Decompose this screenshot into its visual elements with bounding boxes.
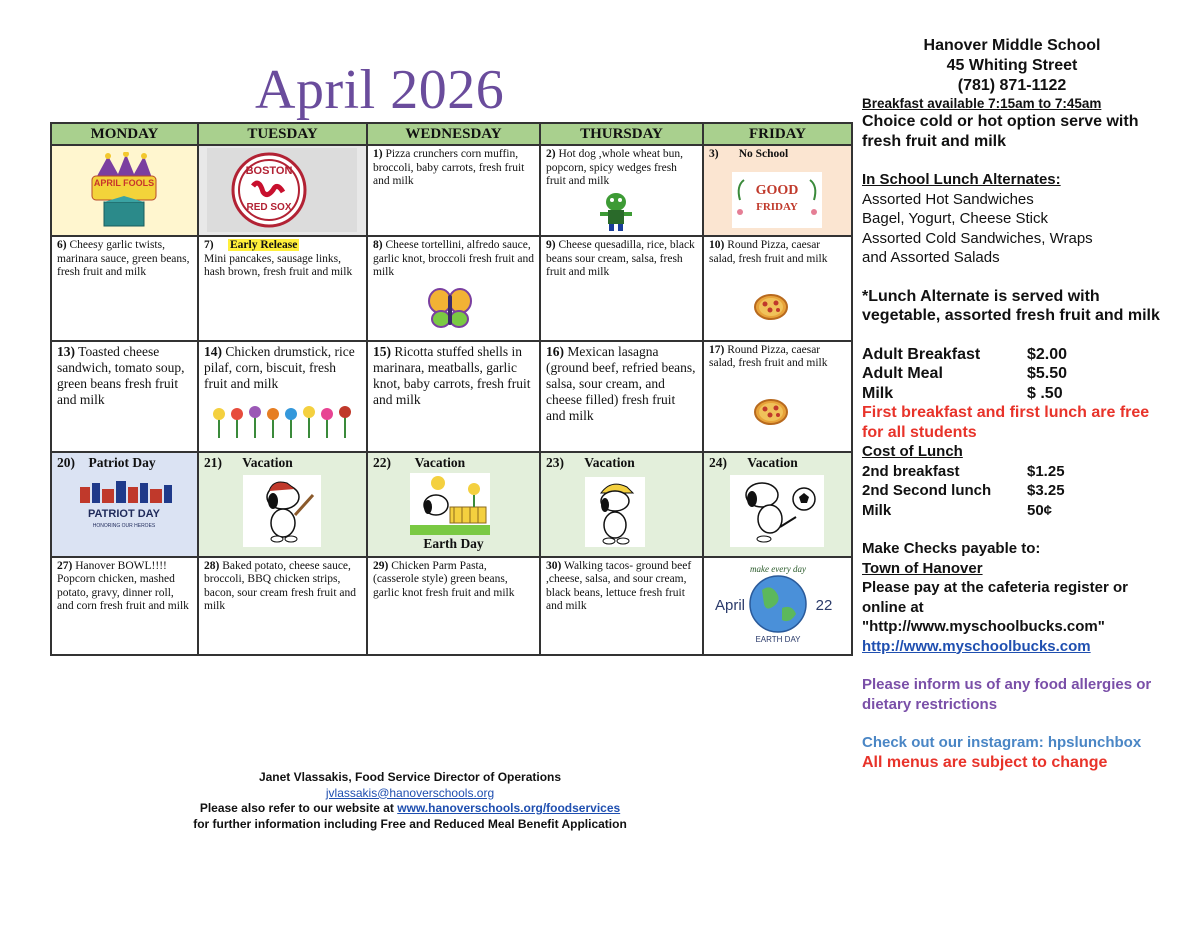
menu-item: 1) Pizza crunchers corn muffin, broccoli, baby carrots, fresh fruit and milk [373, 148, 525, 188]
header-tuesday: TUESDAY [198, 123, 367, 145]
menu-item: 10) Round Pizza, caesar salad, fresh fruit and milk [709, 239, 828, 265]
earth-day-caption: Earth Day [423, 536, 484, 552]
price-second-lunch: 2nd Second lunch $3.25 [862, 482, 1065, 499]
menu-item: 16) Mexican lasagna (ground beef, refried beans, salsa, sour cream, and cheese filled) fresh fruit and milk [546, 343, 696, 423]
alternate-item: and Assorted Salads [862, 249, 1000, 266]
day-cell [540, 452, 703, 556]
instagram-note: Check out our instagram: hpslunchbox [862, 734, 1142, 751]
day-cell [540, 145, 703, 236]
day-label: 20) Patriot Day [57, 455, 156, 471]
day-cell [198, 452, 367, 556]
red-sox-top-text: BOSTON [245, 165, 293, 178]
alternate-item: Bagel, Yogurt, Cheese Stick [862, 210, 1048, 227]
school-phone: (781) 871-1122 [957, 77, 1067, 94]
breakfast-choice: Choice cold or hot option serve with fresh fruit and milk [862, 113, 1139, 150]
day-cell [51, 341, 198, 452]
alternate-item: Assorted Cold Sandwiches, Wraps [862, 229, 1093, 247]
header-friday: FRIDAY [703, 123, 852, 145]
header-thursday: THURSDAY [540, 123, 703, 145]
snoopy-cap-icon [585, 477, 645, 547]
menu-item: 2) Hot dog ,whole wheat bun, popcorn, spicy wedges fresh fruit and milk [546, 148, 684, 188]
payment-instructions: Please pay at the cafeteria register or online at "http://www.myschoolbucks.com" [862, 579, 1128, 635]
april-fools-jester-icon [86, 152, 162, 230]
menu-item: 3) No School [709, 148, 789, 161]
weekday-header-row [51, 123, 852, 145]
page-footer [150, 770, 670, 832]
school-name: Hanover Middle School [923, 37, 1101, 54]
foodservices-website-link[interactable]: www.hanoverschools.org/foodservices [397, 801, 621, 815]
town-of-hanover: Town of Hanover [862, 559, 983, 577]
week-row [51, 236, 852, 340]
day-cell [51, 452, 198, 556]
price-milk: Milk $ .50 [862, 384, 1063, 402]
earth-day-right-text: 22 [815, 596, 833, 614]
menu-item: 28) Baked potato, cheese sauce, broccoli, BBQ chicken strips, bacon, sour cream fresh fruit and milk [204, 559, 356, 613]
day-cell [51, 145, 198, 236]
menu-item: 14) Chicken drumstick, rice pilaf, corn, biscuit, fresh fruit and milk [204, 343, 355, 391]
good-friday-text-1: GOOD [755, 183, 799, 199]
lunch-alternate-note: *Lunch Alternate is served with vegetable, assorted fresh fruit and milk [862, 287, 1160, 324]
day-cell [540, 341, 703, 452]
price-adult-breakfast: Adult Breakfast $2.00 [862, 345, 1068, 363]
red-sox-bottom-text: RED SOX [246, 202, 292, 214]
lunch-alternates-heading: In School Lunch Alternates: [862, 171, 1061, 188]
patriot-day-banner-icon [74, 479, 174, 535]
wally-mascot-icon [596, 190, 636, 232]
day-cell [367, 341, 540, 452]
menu-item: 15) Ricotta stuffed shells in marinara, meatballs, garlic knot, baby carrots, fresh fruit and milk [373, 343, 531, 407]
info-sidebar [862, 36, 1162, 772]
good-friday-icon [732, 172, 822, 228]
week-row [51, 452, 852, 556]
red-sox-logo-icon [207, 148, 357, 232]
pizza-icon [754, 293, 788, 321]
patriot-day-banner-title: PATRIOT DAY [88, 508, 160, 521]
director-email-link[interactable]: jvlassakis@hanoverschools.org [325, 785, 495, 800]
menu-item: 8) Cheese tortellini, alfredo sauce, garlic knot, broccoli fresh fruit and milk [373, 239, 534, 279]
school-street: 45 Whiting Street [946, 57, 1078, 74]
earth-day-bottom-text: EARTH DAY [755, 634, 801, 644]
week-row [51, 145, 852, 236]
menu-item: 7) Early Release Mini pancakes, sausage links, hash brown, fresh fruit and milk [204, 239, 353, 279]
day-label: 24) Vacation [709, 455, 798, 471]
alternate-item: Assorted Hot Sandwiches [862, 190, 1034, 208]
week-row [51, 341, 852, 452]
myschoolbucks-link[interactable]: http://www.myschoolbucks.com [862, 637, 1091, 655]
menu-item: 27) Hanover BOWL!!!! Popcorn chicken, mashed potato, gravy, dinner roll, and corn fresh fruit and milk [57, 559, 189, 613]
director-line: Janet Vlassakis, Food Service Director of Operations [258, 770, 562, 784]
day-cell [367, 236, 540, 340]
day-cell [51, 236, 198, 340]
butterfly-icon [428, 287, 472, 329]
price-milk-2: Milk 50¢ [862, 501, 1053, 519]
benefit-line: for further information including Free and Reduced Meal Benefit Application [193, 816, 627, 831]
day-cell [367, 452, 540, 556]
header-monday: MONDAY [51, 123, 198, 145]
day-cell [198, 341, 367, 452]
day-label: 23) Vacation [546, 455, 635, 471]
menu-item: 6) Cheesy garlic twists, marinara sauce, green beans, fresh fruit and milk [57, 239, 190, 279]
breakfast-hours: Breakfast available 7:15am to 7:45am [862, 96, 1102, 111]
menu-calendar [50, 122, 853, 656]
website-line: Please also refer to our website at www.hanoverschools.org/foodservices [199, 801, 621, 815]
snoopy-soccer-icon [730, 475, 824, 547]
early-release-badge: Early Release [229, 239, 298, 252]
day-cell [703, 236, 852, 340]
snoopy-garden-icon [410, 473, 490, 535]
week-row [51, 557, 852, 655]
day-label: 21) Vacation [204, 455, 293, 471]
day-cell [703, 452, 852, 556]
menu-item: 30) Walking tacos- ground beef ,cheese, salsa, and sour cream, black beans, lettuce fresh fruit and milk [546, 559, 692, 613]
menu-item: 13) Toasted cheese sandwich, tomato soup, green beans fresh fruit and milk [57, 343, 185, 407]
day-cell [367, 145, 540, 236]
calendar-title: April 2026 [255, 59, 505, 121]
day-cell [198, 145, 367, 236]
day-cell [51, 557, 198, 655]
day-cell [198, 236, 367, 340]
header-wednesday: WEDNESDAY [367, 123, 540, 145]
checks-payable: Make Checks payable to: [862, 540, 1041, 557]
menu-item: 29) Chicken Parm Pasta, (casserole style) green beans, garlic knot fresh fruit and milk [373, 559, 515, 599]
day-cell [703, 145, 852, 236]
day-label: 22) Vacation [373, 455, 466, 471]
good-friday-text-2: FRIDAY [756, 201, 798, 214]
free-meals-note: First breakfast and first lunch are free for all students [862, 404, 1150, 441]
price-adult-meal: Adult Meal $5.50 [862, 365, 1068, 382]
day-cell [198, 557, 367, 655]
day-cell [540, 557, 703, 655]
earth-day-left-text: April [714, 596, 746, 614]
menu-item: 9) Cheese quesadilla, rice, black beans sour cream, salsa, fresh fruit and milk [546, 239, 695, 279]
allergy-note: Please inform us of any food allergies or dietary restrictions [862, 676, 1152, 713]
menu-item: 17) Round Pizza, caesar salad, fresh fruit and milk [709, 343, 828, 370]
menu-change-note: All menus are subject to change [862, 753, 1108, 771]
day-cell [540, 236, 703, 340]
earth-day-globe-icon [712, 560, 842, 646]
spring-flowers-icon [211, 404, 356, 440]
pizza-icon [754, 398, 788, 426]
april-fools-text: APRIL FOOLS [93, 178, 155, 189]
day-cell [703, 341, 852, 452]
price-second-breakfast: 2nd breakfast $1.25 [862, 462, 1065, 480]
earth-day-top-text: make every day [750, 563, 806, 574]
cost-of-lunch-heading: Cost of Lunch [862, 443, 963, 460]
patriot-day-banner-subtitle: HONORING OUR HEROES [92, 523, 156, 530]
snoopy-baseball-icon [243, 475, 321, 547]
day-cell [703, 557, 852, 655]
day-cell [367, 557, 540, 655]
